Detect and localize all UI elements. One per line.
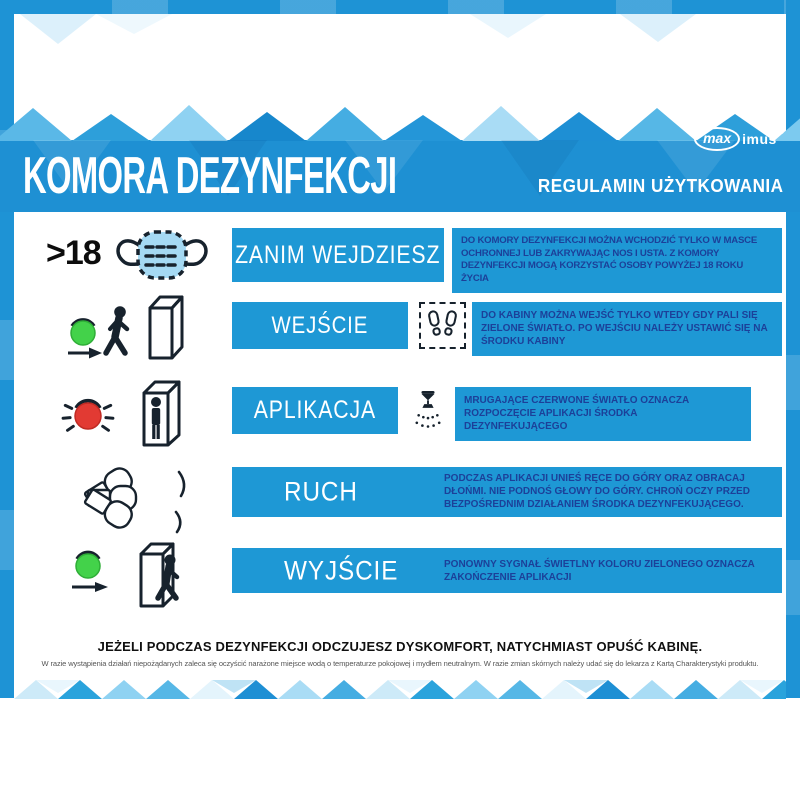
footprints-icon <box>419 302 466 349</box>
maximus-logo <box>694 127 784 151</box>
step-description-wejscie: DO KABINY MOŻNA WEJŚĆ TYLKO WTEDY GDY PALI SIĘ ZIELONE ŚWIATŁO. PO WEJŚCIU NALEŻY USTAWIĆ SIĘ NA ŚRODKU KABINY <box>472 302 782 356</box>
step-description-ruch: PODCZAS APLIKACJI UNIEŚ RĘCE DO GÓRY ORAZ OBRACAJ DŁOŃMI. NIE PODNOŚ GŁOWY DO GÓRY. CHROŃ OCZY PRZED BEZPOŚREDNIM DZIAŁANIEM ŚRODKA DEZYNFEKUJĄCEGO. <box>444 473 750 511</box>
poster-subtitle: REGULAMIN UŻYTKOWANIA <box>537 176 783 196</box>
poster-title: KOMORA DEZYNFEKCJI <box>23 147 397 205</box>
step-label: WYJŚCIE <box>284 555 399 585</box>
green-light-enter-icons <box>58 292 188 364</box>
step-label: ZANIM WEJDZIESZ <box>235 240 441 269</box>
fine-print-text: W razie wystąpienia działań niepożądanych zaleca się oczyścić narażone miejsce wodą o temperaturze pokojowej i mydłem neutralnym. W razie zmian skórnych należy udać się do lekarza z Kartą Charakterystyki produktu. <box>41 658 759 668</box>
age-limit-text: >18 <box>46 234 101 272</box>
spray-nozzle-icon <box>414 389 442 436</box>
logo-text: imus <box>742 130 777 147</box>
logo-ellipse: max <box>694 127 740 151</box>
bottom-triangles-decoration <box>14 680 786 699</box>
step-band-ruch <box>232 467 782 517</box>
face-mask-icon <box>112 224 212 290</box>
step-label: RUCH <box>284 476 358 507</box>
step-band-wyjscie <box>232 548 782 593</box>
step-description-zanim-wejdziesz: DO KOMORY DEZYNFEKCJI MOŻNA WCHODZIĆ TYLKO W MASCE OCHRONNEJ LUB ZAKRYWAJĄC NOS I USTA. Z KOMORY DEZYNFEKCJI MOGĄ KORZYSTAĆ OSOBY POWYŻEJ 18 ROKU ŻYCIA <box>452 228 782 293</box>
rotating-hands-icon <box>82 460 194 536</box>
step-description-wyjscie: PONOWNY SYGNAŁ ŚWIETLNY KOLORU ZIELONEGO OZNACZA ZAKOŃCZENIE APLIKACJI <box>444 558 755 583</box>
step-button-aplikacja <box>232 387 398 434</box>
step-label: APLIKACJA <box>253 396 377 424</box>
step-description-aplikacja: MRUGAJĄCE CZERWONE ŚWIATŁO OZNACZA ROZPOCZĘCIE APLIKACJI ŚRODKA DEZYNFEKUJĄCEGO <box>455 387 751 441</box>
green-light-exit-icons <box>58 540 203 620</box>
red-light-chamber-icons <box>50 378 190 452</box>
step-label: WEJŚCIE <box>271 311 369 339</box>
frame-top <box>0 0 800 14</box>
warning-text: JEŻELI PODCZAS DEZYNFEKCJI ODCZUJESZ DYSKOMFORT, NATYCHMIAST OPUŚĆ KABINĘ. <box>97 639 703 654</box>
top-triangles-decoration <box>0 14 800 54</box>
logo-trademark: ® <box>778 129 784 136</box>
step-button-zanim-wejdziesz <box>232 228 444 282</box>
step-button-wejscie <box>232 302 408 349</box>
